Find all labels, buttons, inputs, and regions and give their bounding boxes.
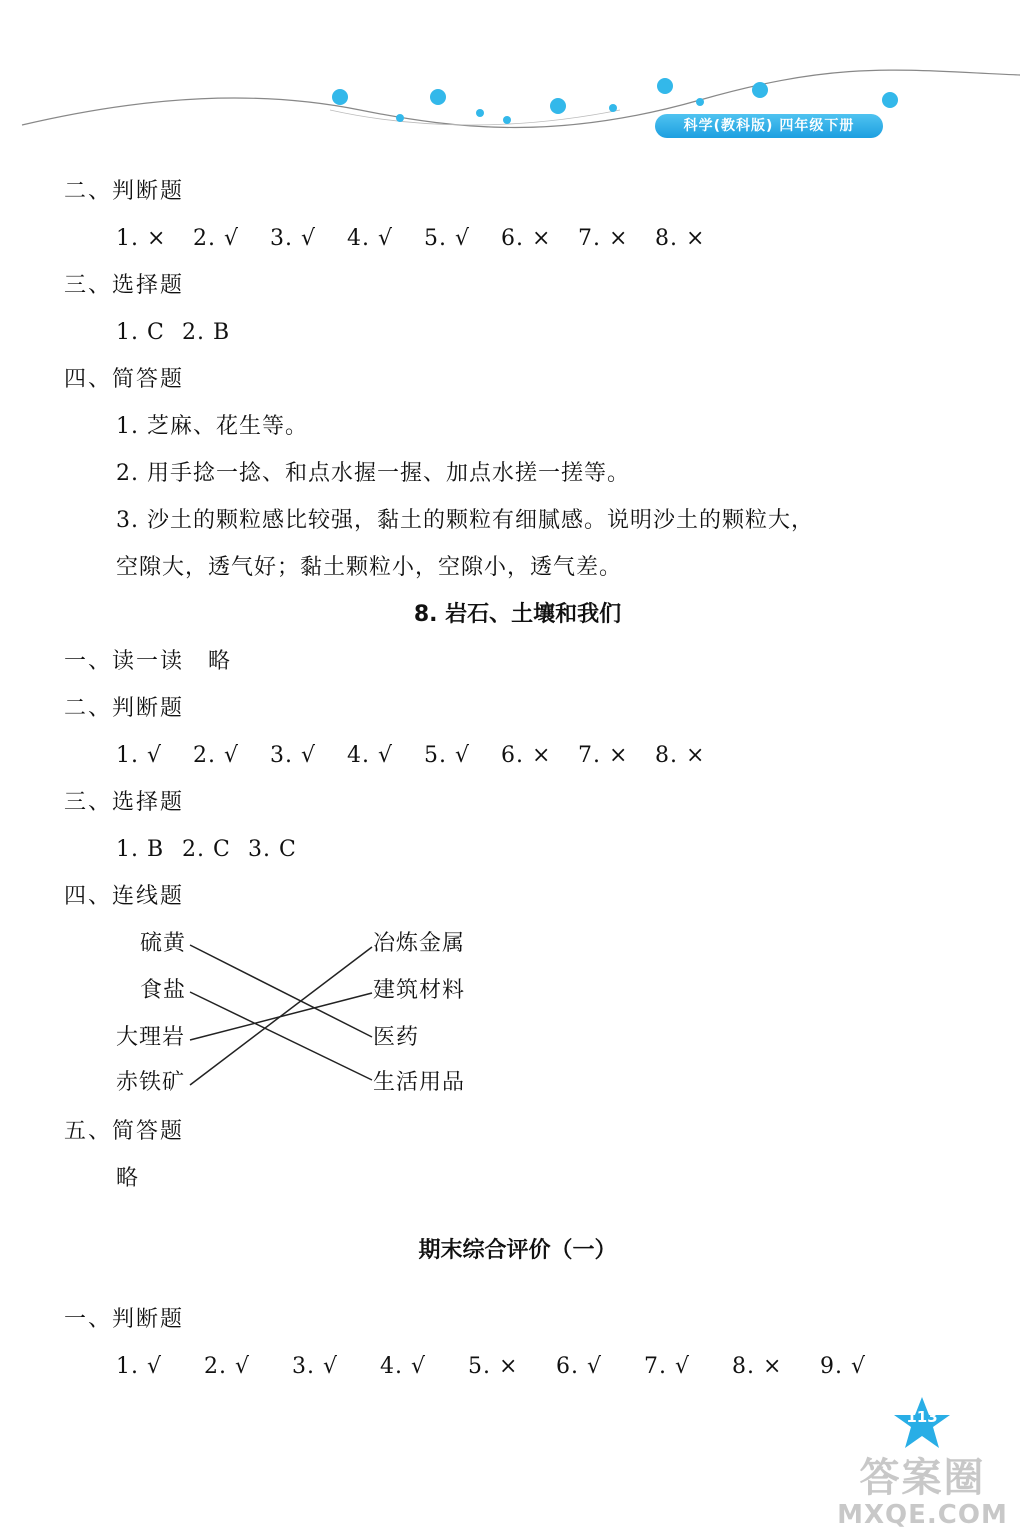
judge-answers bbox=[116, 224, 705, 254]
choice-heading: 三、选择题 bbox=[64, 790, 185, 815]
match-right-medicine: 医药 bbox=[373, 1025, 420, 1050]
choice-answers bbox=[116, 318, 230, 348]
answer-item: 2. √ bbox=[204, 1354, 251, 1379]
answer-item: 5. √ bbox=[424, 743, 471, 768]
judge-heading: 二、判断题 bbox=[64, 696, 185, 721]
matching-heading: 四、连线题 bbox=[64, 884, 185, 909]
answer-item: 5. × bbox=[468, 1354, 519, 1379]
dot-icon bbox=[396, 114, 404, 122]
watermark-url: MXQE.COM bbox=[837, 1500, 1008, 1530]
short-answer-1: 1. 芝麻、花生等。 bbox=[116, 414, 308, 439]
page-number: 113 bbox=[906, 1408, 938, 1426]
dot-icon bbox=[503, 116, 511, 124]
answer-item: 1. B bbox=[116, 837, 165, 862]
match-left-marble: 大理岩 bbox=[116, 1025, 186, 1050]
match-left-sulfur: 硫黄 bbox=[140, 931, 187, 956]
answer-item: 6. × bbox=[501, 743, 552, 768]
answer-item: 3. √ bbox=[270, 743, 317, 768]
judge-answers bbox=[116, 741, 705, 771]
sparkle-icon bbox=[550, 98, 566, 114]
short-answer: 略 bbox=[116, 1166, 140, 1191]
match-line bbox=[190, 992, 372, 1080]
answer-item: 6. √ bbox=[556, 1354, 603, 1379]
header-badge: 科学(教科版) 四年级下册 bbox=[655, 114, 883, 138]
short-answer-3-line2: 空隙大，透气好；黏土颗粒小，空隙小，透气差。 bbox=[116, 555, 623, 580]
short-answer-2: 2. 用手捻一捻、和点水握一握、加点水搓一搓等。 bbox=[116, 461, 630, 486]
answer-item: 2. √ bbox=[193, 226, 240, 251]
sparkle-icon bbox=[332, 89, 348, 105]
final-review-title: 期末综合评价（一） bbox=[418, 1238, 617, 1263]
answer-item: 8. × bbox=[732, 1354, 783, 1379]
answer-item: 7. √ bbox=[644, 1354, 691, 1379]
answer-item: 1. √ bbox=[116, 743, 163, 768]
dot-icon bbox=[609, 104, 617, 112]
dot-icon bbox=[696, 98, 704, 106]
match-right-building: 建筑材料 bbox=[373, 978, 466, 1003]
dot-icon bbox=[476, 109, 484, 117]
answer-item: 2. √ bbox=[193, 743, 240, 768]
judge-heading: 一、判断题 bbox=[64, 1307, 185, 1332]
answer-item: 8. × bbox=[655, 226, 706, 251]
match-right-smelting: 冶炼金属 bbox=[373, 931, 466, 956]
short-answer-heading: 五、简答题 bbox=[64, 1119, 185, 1144]
match-line bbox=[190, 947, 372, 1085]
judge-heading: 二、判断题 bbox=[64, 179, 185, 204]
lesson-8-title: 8. 岩石、土壤和我们 bbox=[413, 602, 622, 627]
answer-item: 7. × bbox=[578, 226, 629, 251]
answer-item: 9. √ bbox=[820, 1354, 867, 1379]
short-answer-3-line1: 3. 沙土的颗粒感比较强，黏土的颗粒有细腻感。说明沙土的颗粒大， bbox=[116, 508, 814, 533]
answer-item: 3. √ bbox=[292, 1354, 339, 1379]
answer-item: 4. √ bbox=[380, 1354, 427, 1379]
answer-item: 5. √ bbox=[424, 226, 471, 251]
answer-item: 4. √ bbox=[347, 743, 394, 768]
answer-item: 3. C bbox=[248, 837, 297, 862]
match-left-hematite: 赤铁矿 bbox=[116, 1070, 186, 1095]
answer-item: 8. × bbox=[655, 743, 706, 768]
judge-answers bbox=[116, 1352, 866, 1382]
choice-answers bbox=[116, 835, 297, 865]
sparkle-icon bbox=[882, 92, 898, 108]
answer-item: 1. √ bbox=[116, 1354, 163, 1379]
answer-item: 4. √ bbox=[347, 226, 394, 251]
match-right-daily: 生活用品 bbox=[373, 1070, 466, 1095]
answer-item: 2. B bbox=[182, 320, 231, 345]
sparkle-icon bbox=[657, 78, 673, 94]
sparkle-icon bbox=[752, 82, 768, 98]
watermark bbox=[815, 1455, 1030, 1531]
answer-item: 3. √ bbox=[270, 226, 317, 251]
match-line bbox=[190, 993, 372, 1040]
answer-item: 1. C bbox=[116, 320, 165, 345]
sparkle-icon bbox=[430, 89, 446, 105]
match-line bbox=[190, 945, 372, 1037]
answer-item: 6. × bbox=[501, 226, 552, 251]
read-heading: 一、读一读 略 bbox=[64, 649, 233, 674]
match-left-salt: 食盐 bbox=[140, 978, 187, 1003]
answer-item: 1. × bbox=[116, 226, 167, 251]
choice-heading: 三、选择题 bbox=[64, 273, 185, 298]
short-answer-heading: 四、简答题 bbox=[64, 367, 185, 392]
answer-item: 2. C bbox=[182, 837, 231, 862]
answer-item: 7. × bbox=[578, 743, 629, 768]
watermark-text: 答案圈 bbox=[859, 1455, 986, 1501]
